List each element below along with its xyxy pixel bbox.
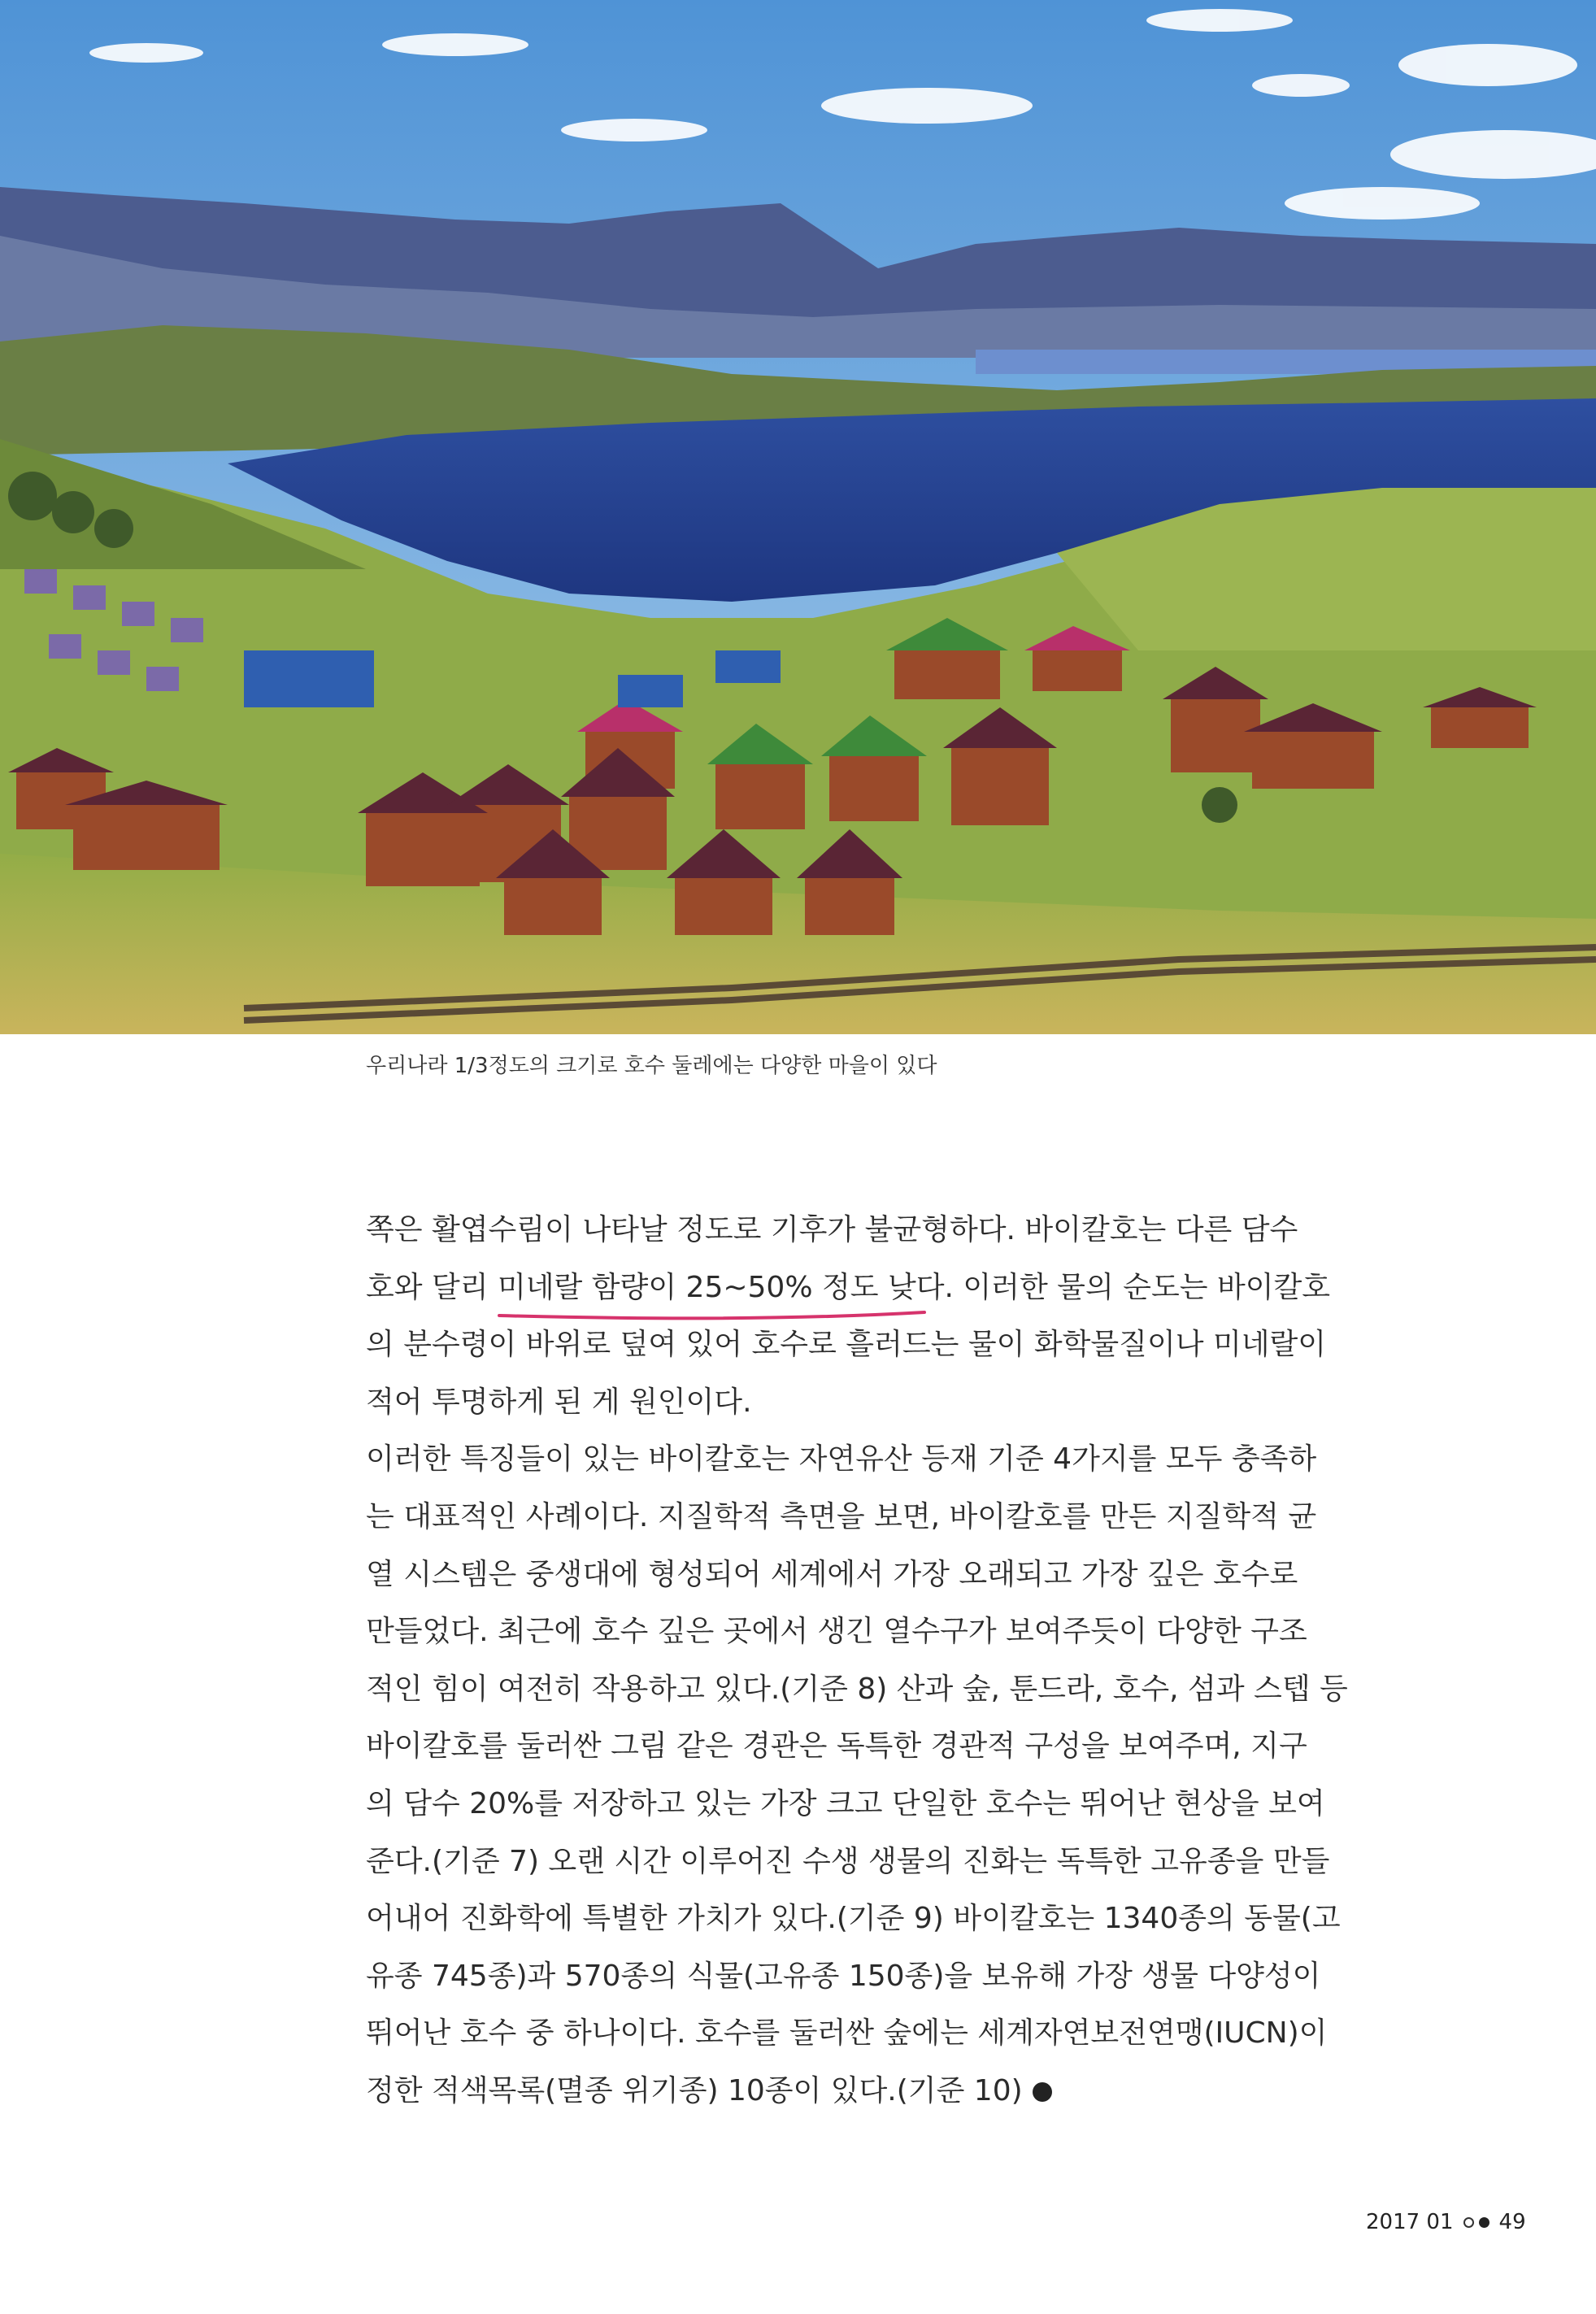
issue-date: 2017 01 [1366,2210,1454,2234]
lake-village-photo [0,0,1596,1034]
text-line: 어내어 진화학에 특별한 가치가 있다.(기준 9) 바이칼호는 1340종의 동물(고 [366,1902,1341,1936]
text-line: 열 시스템은 중생대에 형성되어 세계에서 가장 오래되고 가장 깊은 호수로 [366,1557,1298,1591]
text-line: 준다.(기준 7) 오랜 시간 이루어진 수생 생물의 진화는 독특한 고유종을 만들 [366,1844,1330,1878]
dot-icon [1479,2217,1489,2228]
text-line: 뛰어난 호수 중 하나이다. 호수를 둘러싼 숲에는 세계자연보전연맹(IUCN)이 [366,2016,1328,2051]
page-number: 49 [1498,2210,1526,2234]
text-line-final [366,2063,1281,2120]
end-mark-icon [1033,2082,1052,2102]
ring-icon [1463,2217,1474,2228]
paragraph [366,1202,1331,1431]
paragraph [366,1431,1348,2120]
text-line-final-text: 정한 적색목록(멸종 위기종) 10종이 있다.(기준 10) [366,2073,1023,2107]
text-line: 의 분수령이 바위로 덮여 있어 호수로 흘러드는 물이 화학물질이나 미네랄이 [366,1328,1327,1362]
text-line: 적인 힘이 여전히 작용하고 있다.(기준 8) 산과 숲, 툰드라, 호수, 섬과 스텝 등 [366,1672,1348,1706]
text-line: 호와 달리 미네랄 함량이 25~50% 정도 낮다. 이러한 물의 순도는 바이칼호 [366,1270,1331,1304]
text-line: 만들었다. 최근에 호수 깊은 곳에서 생긴 열수구가 보여주듯이 다양한 구조 [366,1615,1307,1649]
text-line: 이러한 특징들이 있는 바이칼호는 자연유산 등재 기준 4가지를 모두 충족하 [366,1442,1317,1477]
landscape-image [0,0,1596,1034]
text-line: 유종 745종)과 570종의 식물(고유종 150종)을 보유해 가장 생물 다양성이 [366,1959,1321,1993]
photo-caption: 우리나라 1/3정도의 크기로 호수 둘레에는 다양한 마을이 있다 [366,1054,937,1078]
text-line: 적어 투명하게 된 게 원인이다. [366,1385,752,1419]
article-body [366,1202,1348,2120]
text-line: 쪽은 활엽수림이 나타날 정도로 기후가 불균형하다. 바이칼호는 다른 담수 [366,1213,1298,1246]
text-line: 바이칼호를 둘러싼 그림 같은 경관은 독특한 경관적 구성을 보여주며, 지구 [366,1729,1307,1764]
text-line: 의 담수 20%를 저장하고 있는 가장 크고 단일한 호수는 뛰어난 현상을 보여 [366,1786,1325,1820]
text-line: 는 대표적인 사례이다. 지질학적 측면을 보면, 바이칼호를 만든 지질학적 균 [366,1499,1317,1533]
page-footer [1366,2210,1526,2234]
